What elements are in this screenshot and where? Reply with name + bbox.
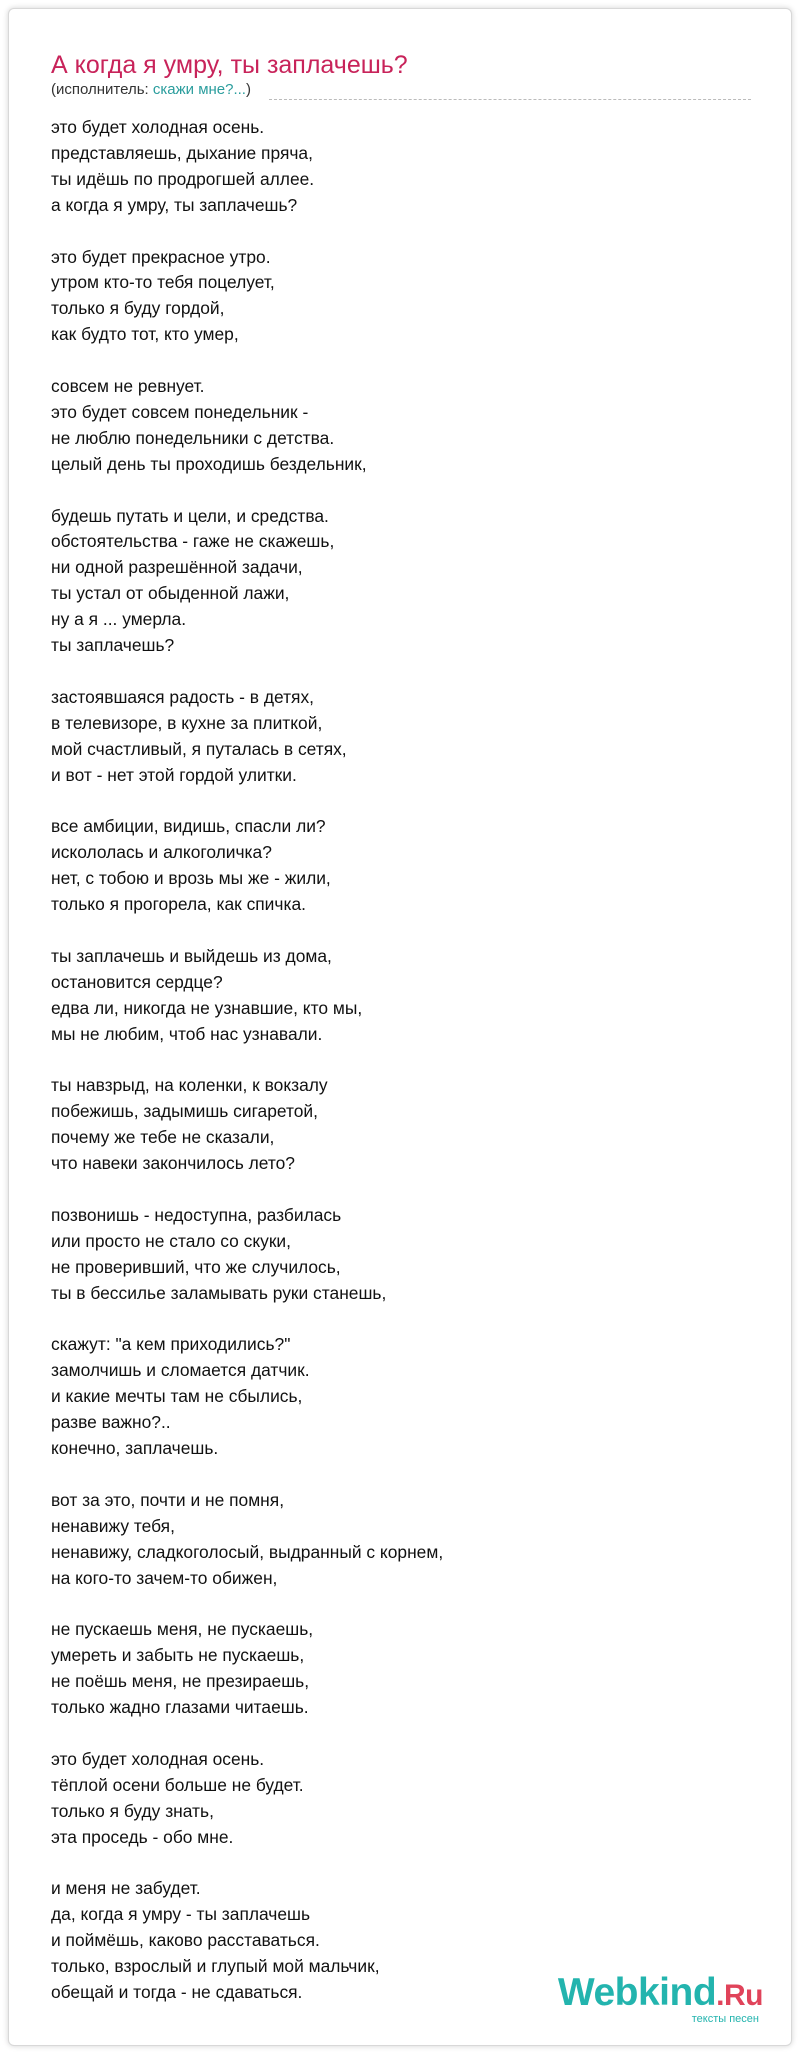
lyric-line: ты заплачешь? [51, 635, 175, 656]
lyrics-stanza [51, 245, 443, 349]
logo-tld: .Ru [716, 1979, 763, 2012]
lyric-line: только я прогорела, как спичка. [51, 894, 306, 915]
lyric-line: только, взрослый и глупый мой мальчик, [51, 1956, 380, 1977]
lyrics-body [51, 115, 443, 2006]
logo-wordmark [558, 1973, 763, 2016]
lyrics-stanza [51, 814, 443, 918]
lyric-line: ты идёшь по продрогшей аллее. [51, 168, 315, 189]
title-divider [269, 99, 751, 100]
lyric-line: скажут: "а кем приходились?" [51, 1334, 291, 1355]
lyric-line: это будет прекрасное утро. [51, 246, 271, 267]
lyrics-stanza [51, 1488, 443, 1592]
lyric-line: утром кто-то тебя поцелует, [51, 272, 275, 293]
lyric-line: в телевизоре, в кухне за плиткой, [51, 712, 323, 733]
lyrics-stanza [51, 1876, 443, 2006]
lyric-line: на кого-то зачем-то обижен, [51, 1567, 278, 1588]
lyrics-stanza [51, 685, 443, 789]
song-title: А когда я умру, ты заплачешь? [51, 51, 408, 79]
lyric-line: все амбиции, видишь, спасли ли? [51, 816, 326, 837]
lyric-line: ненавижу тебя, [51, 1515, 175, 1536]
lyric-line: ненавижу, сладкоголосый, выдранный с корнем, [51, 1541, 444, 1562]
lyrics-stanza [51, 944, 443, 1048]
lyric-line: не поёшь меня, не презираешь, [51, 1671, 310, 1692]
lyric-line: ни одной разрешённой задачи, [51, 557, 303, 578]
lyric-line: представляешь, дыхание пряча, [51, 142, 313, 163]
lyric-line: и меня не забудет. [51, 1878, 201, 1899]
lyric-line: нет, с тобою и врозь мы же - жили, [51, 868, 331, 889]
lyric-line: ты устал от обыденной лажи, [51, 583, 290, 604]
lyric-line: остановится сердце? [51, 971, 223, 992]
lyrics-stanza [51, 374, 443, 478]
lyric-line: только жадно глазами читаешь. [51, 1697, 309, 1718]
lyric-line: да, когда я умру - ты заплачешь [51, 1904, 311, 1925]
lyric-line: только я буду гордой, [51, 298, 225, 319]
lyric-line: почему же тебе не сказали, [51, 1127, 275, 1148]
artist-prefix: (исполнитель: [51, 81, 153, 98]
artist-suffix: ) [245, 81, 251, 98]
lyrics-stanza [51, 1617, 443, 1721]
lyrics-stanza [51, 504, 443, 659]
lyric-line: позвонишь - недоступна, разбилась [51, 1204, 342, 1225]
lyric-line: конечно, заплачешь. [51, 1438, 219, 1459]
lyric-line: это будет холодная осень. [51, 1748, 265, 1769]
lyric-line: целый день ты проходишь бездельник, [51, 453, 367, 474]
lyric-line: ты заплачешь и выйдешь из дома, [51, 945, 332, 966]
lyric-line: обстоятельства - гаже не скажешь, [51, 531, 335, 552]
webkind-logo[interactable] [558, 1973, 763, 2025]
lyric-line: разве важно?.. [51, 1412, 171, 1433]
lyric-line: не пускаешь меня, не пускаешь, [51, 1619, 314, 1640]
lyric-line: это будет холодная осень. [51, 117, 265, 137]
lyric-line: застоявшаяся радость - в детях, [51, 686, 314, 707]
lyric-line: а когда я умру, ты заплачешь? [51, 194, 298, 215]
lyric-line: мы не любим, чтоб нас узнавали. [51, 1023, 323, 1044]
lyric-line: совсем не ревнует. [51, 376, 205, 397]
lyric-line: ну а я ... умерла. [51, 609, 187, 630]
lyric-line: что навеки закончилось лето? [51, 1153, 295, 1174]
lyric-line: мой счастливый, я путалась в сетях, [51, 738, 347, 759]
logo-name: Webkind [557, 1971, 717, 2014]
lyric-line: и вот - нет этой гордой улитки. [51, 764, 297, 785]
artist-link[interactable]: скажи мне?... [152, 81, 246, 98]
lyric-line: не люблю понедельники с детства. [51, 427, 335, 448]
page-frame [8, 8, 792, 2046]
lyric-line: это будет совсем понедельник - [51, 401, 309, 422]
lyrics-stanza [51, 115, 443, 219]
lyric-line: искололась и алкоголичка? [51, 842, 272, 863]
lyric-line: эта проседь - обо мне. [51, 1826, 234, 1847]
lyrics-stanza [51, 1073, 443, 1177]
lyric-line: ты в бессилье заламывать руки станешь, [51, 1282, 387, 1303]
lyric-line: только я буду знать, [51, 1800, 214, 1821]
lyric-line: и поймёшь, каково расставаться. [51, 1930, 320, 1951]
lyrics-stanza [51, 1747, 443, 1851]
lyric-line: и какие мечты там не сбылись, [51, 1386, 303, 1407]
lyric-line: как будто тот, кто умер, [51, 324, 239, 345]
lyric-line: умереть и забыть не пускаешь, [51, 1645, 305, 1666]
logo-tagline: тексты песен [691, 2013, 759, 2025]
lyric-line: тёплой осени больше не будет. [51, 1774, 304, 1795]
lyric-line: или просто не стало со скуки, [51, 1230, 291, 1251]
lyric-line: не проверивший, что же случилось, [51, 1256, 341, 1277]
lyric-line: побежишь, задымишь сигаретой, [51, 1101, 318, 1122]
lyric-line: будешь путать и цели, и средства. [51, 505, 329, 526]
lyric-line: вот за это, почти и не помня, [51, 1489, 285, 1510]
artist-byline [51, 81, 251, 98]
lyrics-stanza [51, 1203, 443, 1307]
lyric-line: ты навзрыд, на коленки, к вокзалу [51, 1075, 328, 1096]
lyrics-stanza [51, 1332, 443, 1462]
lyric-line: едва ли, никогда не узнавшие, кто мы, [51, 997, 363, 1018]
lyric-line: обещай и тогда - не сдаваться. [51, 1982, 303, 2003]
lyric-line: замолчишь и сломается датчик. [51, 1360, 310, 1381]
